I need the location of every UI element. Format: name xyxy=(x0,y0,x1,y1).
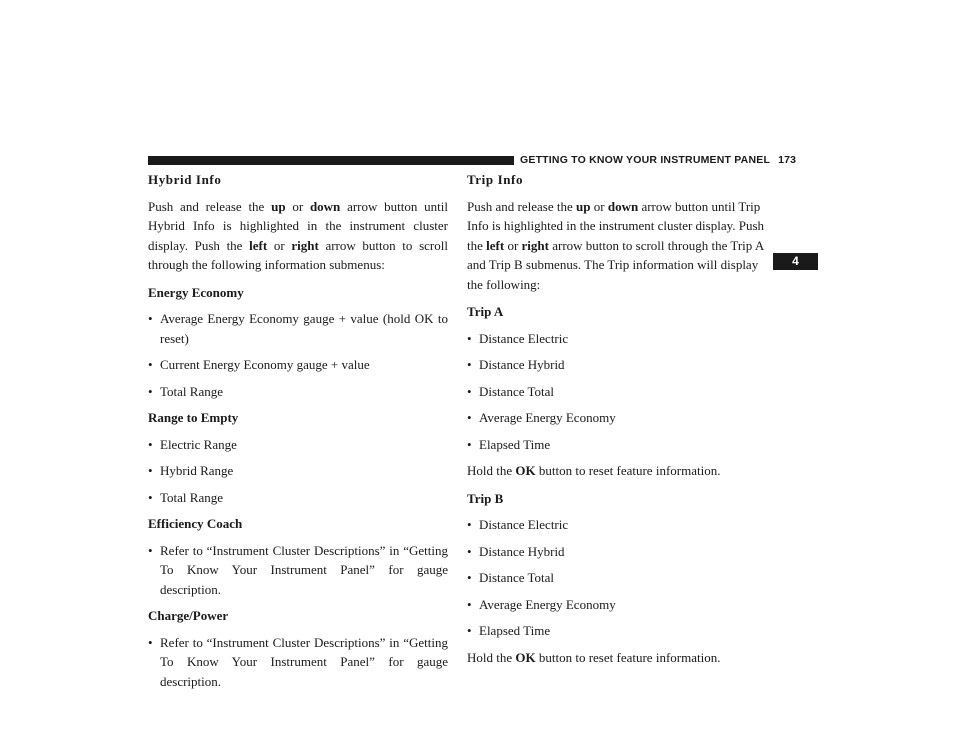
trip-b-list xyxy=(467,515,772,641)
left-keyword: left xyxy=(249,237,268,253)
trip-a-list xyxy=(467,329,772,455)
list-item xyxy=(467,329,772,349)
list-item-text: Average Energy Economy gauge + value (hold OK to reset) xyxy=(160,311,448,346)
trip-b-heading: Trip B xyxy=(467,490,504,506)
bullet-icon: • xyxy=(467,383,472,399)
energy-economy-heading: Energy Economy xyxy=(148,284,244,300)
trip-info-title: Trip Info xyxy=(467,172,524,187)
intro-text: Push and release the xyxy=(467,198,577,214)
list-item-text: Refer to “Instrument Cluster Descriptions” in “Getting To Know Your Instrument Panel” for gauge description. xyxy=(160,542,448,597)
bullet-icon: • xyxy=(148,463,153,478)
bullet-icon: • xyxy=(148,436,153,452)
header-rule xyxy=(148,156,514,165)
list-item xyxy=(148,309,448,348)
list-item-text: Elapsed Time xyxy=(479,436,551,452)
trip-a-heading: Trip A xyxy=(467,304,504,319)
list-item xyxy=(148,355,448,375)
list-item-text: Hybrid Range xyxy=(160,463,234,478)
list-item xyxy=(467,568,772,588)
list-item xyxy=(148,541,448,600)
bullet-icon: • xyxy=(467,357,472,372)
page-number: 173 xyxy=(778,154,797,166)
section-title: GETTING TO KNOW YOUR INSTRUMENT PANEL xyxy=(520,154,771,166)
bullet-icon: • xyxy=(467,410,472,425)
intro-text: or xyxy=(267,237,292,253)
list-item xyxy=(148,488,448,508)
list-item xyxy=(467,595,772,615)
range-to-empty-list xyxy=(148,435,448,508)
bullet-icon: • xyxy=(148,383,153,399)
bullet-icon: • xyxy=(148,311,153,326)
intro-text: arrow button to scroll through the following information submenus: xyxy=(148,237,448,272)
range-to-empty-heading: Range to Empty xyxy=(148,410,239,425)
right-keyword: right xyxy=(521,237,549,253)
list-item-text: Total Range xyxy=(160,383,223,399)
list-item-text: Distance Total xyxy=(479,570,555,585)
down-keyword: down xyxy=(607,198,639,214)
trip-b-reset-note xyxy=(467,648,772,668)
list-item xyxy=(148,382,448,402)
energy-economy-list xyxy=(148,309,448,401)
charge-power-list xyxy=(148,633,448,692)
hybrid-info-title: Hybrid Info xyxy=(148,172,222,187)
list-item-text: Current Energy Economy gauge + value xyxy=(160,357,370,372)
list-item-text: Total Range xyxy=(160,489,223,505)
list-item-text: Distance Hybrid xyxy=(479,357,565,372)
bullet-icon: • xyxy=(467,596,472,612)
note-text: button to reset feature information. xyxy=(535,649,721,665)
bullet-icon: • xyxy=(467,570,472,585)
list-item-text: Distance Total xyxy=(479,383,555,399)
charge-power-heading: Charge/Power xyxy=(148,608,229,623)
ok-keyword: OK xyxy=(515,649,536,665)
bullet-icon: • xyxy=(148,357,153,372)
intro-text: or xyxy=(285,198,310,214)
bullet-icon: • xyxy=(148,489,153,505)
list-item xyxy=(148,633,448,692)
list-item xyxy=(467,515,772,535)
bullet-icon: • xyxy=(467,517,472,532)
efficiency-coach-list xyxy=(148,541,448,600)
hybrid-info-intro xyxy=(148,197,448,275)
trip-a-reset-note xyxy=(467,461,772,481)
list-item-text: Distance Hybrid xyxy=(479,543,565,559)
list-item-text: Distance Electric xyxy=(479,330,569,346)
list-item xyxy=(467,408,772,428)
list-item xyxy=(148,461,448,481)
list-item xyxy=(148,435,448,455)
left-keyword: left xyxy=(486,237,505,253)
intro-text: or xyxy=(504,237,522,253)
intro-text: arrow button until Hybrid Info is highlighted in the instrument cluster display. Push the xyxy=(148,198,448,253)
bullet-icon: • xyxy=(467,330,472,346)
list-item xyxy=(467,435,772,455)
ok-keyword: OK xyxy=(515,463,536,478)
list-item-text: Electric Range xyxy=(160,436,237,452)
right-keyword: right xyxy=(291,237,319,253)
running-header xyxy=(520,154,796,166)
list-item xyxy=(467,621,772,641)
left-column xyxy=(148,170,448,698)
trip-info-intro xyxy=(467,197,772,295)
note-text: Hold the xyxy=(467,649,516,665)
right-column xyxy=(467,170,772,675)
list-item-text: Elapsed Time xyxy=(479,623,551,638)
intro-text: Push and release the xyxy=(148,198,272,214)
bullet-icon: • xyxy=(148,542,153,558)
note-text: Hold the xyxy=(467,463,516,478)
intro-text: or xyxy=(590,198,608,214)
chapter-tab: 4 xyxy=(773,253,818,270)
list-item-text: Distance Electric xyxy=(479,517,569,532)
up-keyword: up xyxy=(576,198,591,214)
bullet-icon: • xyxy=(467,543,472,559)
bullet-icon: • xyxy=(148,634,153,650)
list-item xyxy=(467,382,772,402)
list-item xyxy=(467,542,772,562)
down-keyword: down xyxy=(309,198,341,214)
up-keyword: up xyxy=(271,198,286,214)
note-text: button to reset feature information. xyxy=(535,463,721,478)
bullet-icon: • xyxy=(467,623,472,638)
bullet-icon: • xyxy=(467,436,472,452)
efficiency-coach-heading: Efficiency Coach xyxy=(148,516,243,531)
intro-text: arrow button until Trip Info is highlighted in the instrument cluster display. Push the xyxy=(467,198,765,253)
intro-text: arrow button to scroll through the Trip A and Trip B submenus. The Trip information will display the following: xyxy=(467,237,764,292)
list-item-text: Refer to “Instrument Cluster Descriptions” in “Getting To Know Your Instrument Panel” for gauge description. xyxy=(160,634,448,689)
list-item-text: Average Energy Economy xyxy=(479,596,616,612)
list-item-text: Average Energy Economy xyxy=(479,410,616,425)
list-item xyxy=(467,355,772,375)
